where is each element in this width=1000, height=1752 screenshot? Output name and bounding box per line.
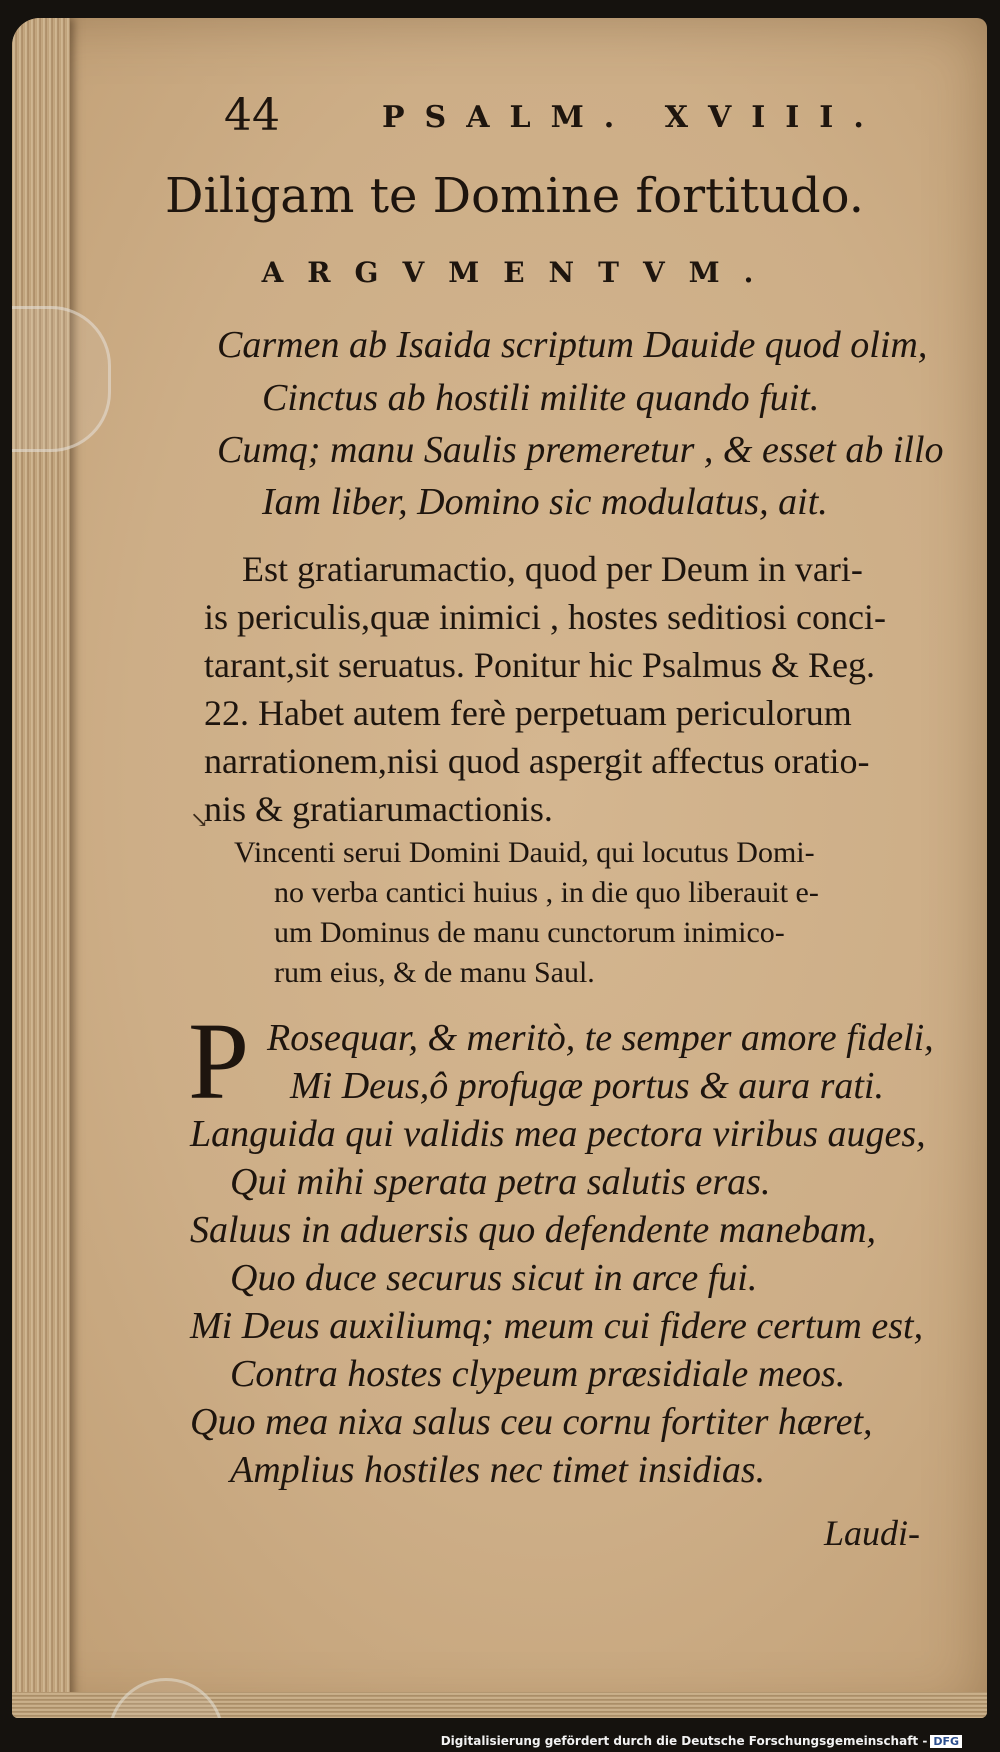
psalm-line-3: Languida qui validis mea pectora viribus auges,	[190, 1113, 926, 1155]
argument-heading: ARGVMENTVM.	[261, 256, 778, 289]
psalm-line-7: Mi Deus auxiliumq; meum cui fidere certum est,	[190, 1305, 924, 1347]
psalm-line-5: Saluus in aduersis quo defendente manebam,	[190, 1209, 877, 1251]
book-page	[12, 18, 987, 1718]
catchword: Laudi-	[824, 1513, 921, 1553]
psalm-line-2: Mi Deus,ô profugæ portus & aura rati.	[290, 1065, 884, 1107]
page-header	[12, 90, 987, 140]
superscription-line-2: no verba cantici huius , in die quo liberauit e-	[274, 876, 819, 909]
superscription-line-1: Vincenti serui Domini Dauid, qui locutus Domi-	[234, 836, 815, 869]
commentary-line-4: 22. Habet autem ferè perpetuam periculorum	[204, 693, 852, 733]
superscription-line-4: rum eius, & de manu Saul.	[274, 956, 595, 989]
dfg-logo: DFG	[930, 1735, 962, 1748]
printer-mark: ↘	[190, 808, 209, 833]
commentary-line-5: narrationem,nisi quod aspergit affectus oratio-	[204, 741, 870, 781]
commentary-line-1: Est gratiarumactio, quod per Deum in vari-	[242, 549, 863, 589]
argument-line-3: Cumq; manu Saulis premeretur , & esset ab illo	[217, 429, 944, 471]
commentary-line-2: is periculis,quæ inimici , hostes seditiosi conci-	[204, 597, 886, 637]
commentary-line-3: tarant,sit seruatus. Ponitur hic Psalmus & Reg.	[204, 645, 875, 685]
glass-clip-left	[12, 306, 111, 452]
psalm-title: Diligam te Domine fortitudo.	[165, 168, 864, 224]
argument-line-1: Carmen ab Isaida scriptum Dauide quod olim,	[217, 324, 928, 366]
psalm-line-8: Contra hostes clypeum præsidiale meos.	[230, 1353, 846, 1395]
psalm-line-9: Quo mea nixa salus ceu cornu fortiter hæret,	[190, 1401, 873, 1443]
psalm-line-6: Quo duce securus sicut in arce fui.	[230, 1257, 758, 1299]
superscription-line-3: um Dominus de manu cunctorum inimico-	[274, 916, 785, 949]
drop-cap: P	[188, 1000, 250, 1122]
running-title: PSALM. XVIII.	[382, 100, 884, 135]
glass-clip-bottom	[108, 1678, 224, 1718]
digitization-credit	[441, 1734, 962, 1748]
psalm-line-4: Qui mihi sperata petra salutis eras.	[230, 1161, 771, 1203]
argument-line-2: Cinctus ab hostili milite quando fuit.	[262, 377, 820, 419]
psalm-line-10: Amplius hostiles nec timet insidias.	[230, 1449, 766, 1491]
commentary-line-6: nis & gratiarumactionis.	[204, 789, 553, 829]
argument-line-4: Iam liber, Domino sic modulatus, ait.	[262, 481, 828, 523]
page-number: 44	[224, 90, 280, 141]
psalm-line-1: Rosequar, & meritò, te semper amore fideli,	[267, 1017, 934, 1059]
credit-text: Digitalisierung gefördert durch die Deutsche Forschungsgemeinschaft -	[440, 1734, 928, 1748]
